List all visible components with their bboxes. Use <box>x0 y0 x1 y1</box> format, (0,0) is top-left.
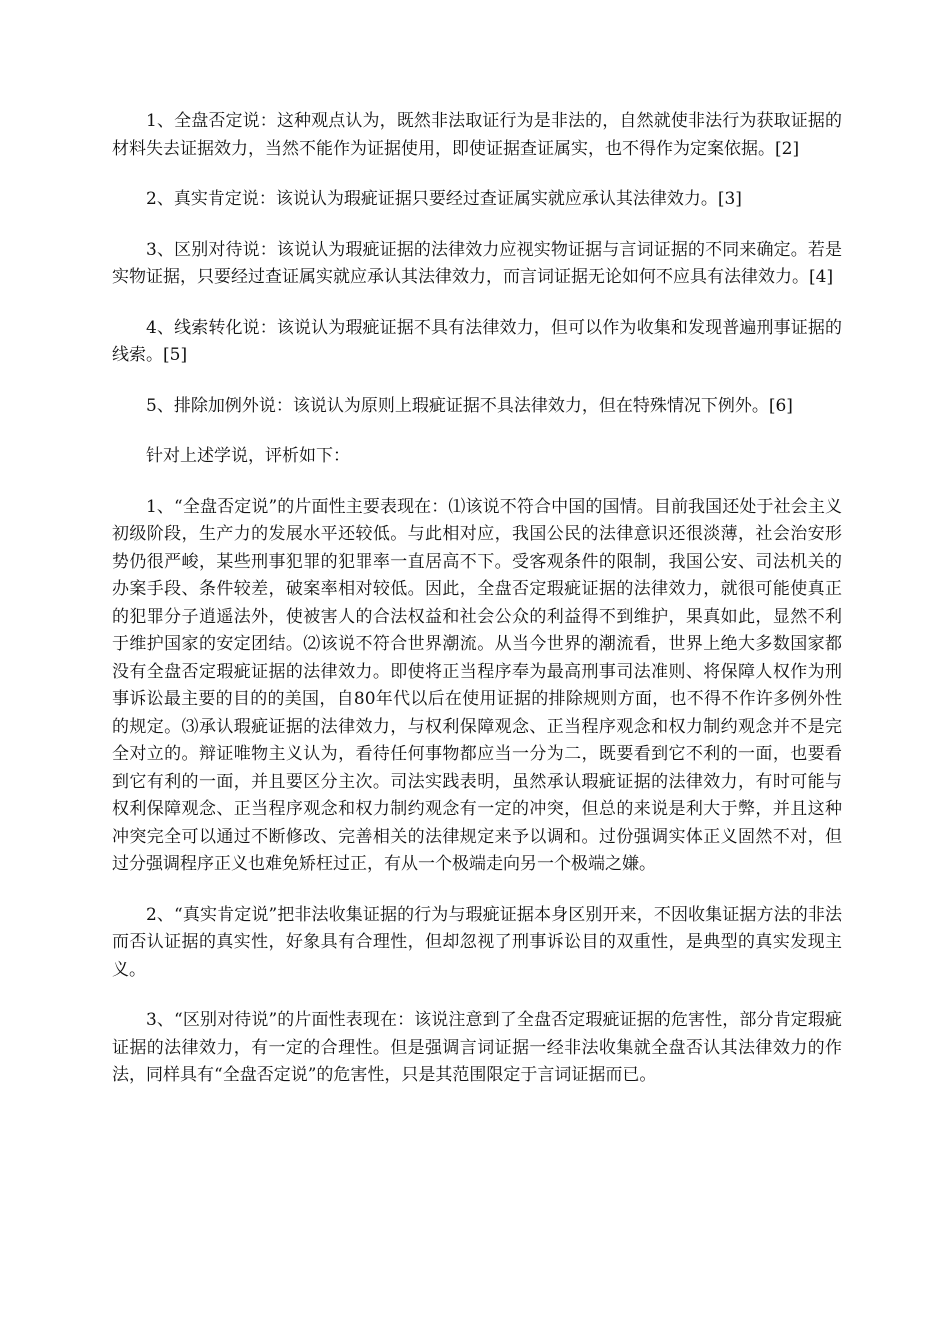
paragraph-analysis-intro: 针对上述学说，评析如下： <box>146 446 350 466</box>
paragraph-theory-total-denial: 1、全盘否定说：这种观点认为，既然非法取证行为是非法的，自然就使非法行为获取证据的材料失去证据效力，当然不能作为证据使用，即使证据查证属实，也不得作为定案依据。[2] <box>112 111 842 159</box>
paragraph-analysis-truth-affirmation: 2、“真实肯定说”把非法收集证据的行为与瑕疵证据本身区别开来，不因收集证据方法的非法而否认证据的真实性，好象具有合理性，但却忽视了刑事诉讼目的双重性，是典型的真实发现主义。 <box>112 904 842 980</box>
paragraph-analysis-total-denial: 1、“全盘否定说”的片面性主要表现在：⑴该说不符合中国的国情。目前我国还处于社会主义初级阶段，生产力的发展水平还较低。与此相对应，我国公民的法律意识还很淡薄，社会治安形势仍很严峻，某些刑事犯罪的犯罪率一直居高不下。受客观条件的限制，我国公安、司法机关的办案手段、条件较差，破案率相对较低。因此，全盘否定瑕疵证据的法律效力，就很可能使真正的犯罪分子逍遥法外，使被害人的合法权益和社会公众的利益得不到维护，果真如此，显然不利于维护国家的安定团结。⑵该说不符合世界潮流。从当今世界的潮流看，世界上绝大多数国家都没有全盘否定瑕疵证据的法律效力。即使将正当程序奉为最高刑事司法准则、将保障人权作为刑事诉讼最主要的目的的美国，自80年代以后在使用证据的排除规则方面，也不得不作许多例外性的规定。⑶承认瑕疵证据的法律效力，与权利保障观念、正当程序观念和权力制约观念并不是完全对立的。辩证唯物主义认为，看待任何事物都应当一分为二，既要看到它不利的一面，也要看到它有利的一面，并且要区分主次。司法实践表明，虽然承认瑕疵证据的法律效力，有时可能与权利保障观念、正当程序观念和权力制约观念有一定的冲突，但总的来说是利大于弊，并且这种冲突完全可以通过不断修改、完善相关的法律规定来予以调和。过份强调实体正义固然不对，但过分强调程序正义也难免矫枉过正，有从一个极端走向另一个极端之嫌。 <box>112 496 842 874</box>
paragraph-theory-clue-conversion: 4、线索转化说：该说认为瑕疵证据不具有法律效力，但可以作为收集和发现普遍刑事证据的线索。[5] <box>112 317 842 365</box>
paragraph-theory-differential-treatment: 3、区别对待说：该说认为瑕疵证据的法律效力应视实物证据与言词证据的不同来确定。若是实物证据，只要经过查证属实就应承认其法律效力，而言词证据无论如何不应具有法律效力。[4] <box>112 239 842 287</box>
paragraph-theory-exclusion-exception: 5、排除加例外说：该说认为原则上瑕疵证据不具法律效力，但在特殊情况下例外。[6] <box>146 395 793 416</box>
paragraph-analysis-differential-treatment: 3、“区别对待说”的片面性表现在：该说注意到了全盘否定瑕疵证据的危害性，部分肯定瑕疵证据的法律效力，有一定的合理性。但是强调言词证据一经非法收集就全盘否认其法律效力的作法，同样具有“全盘否定说”的危害性，只是其范围限定于言词证据而已。 <box>112 1010 842 1085</box>
paragraph-theory-truth-affirmation: 2、真实肯定说：该说认为瑕疵证据只要经过查证属实就应承认其法律效力。[3] <box>146 189 742 209</box>
document-page <box>112 108 842 1113</box>
